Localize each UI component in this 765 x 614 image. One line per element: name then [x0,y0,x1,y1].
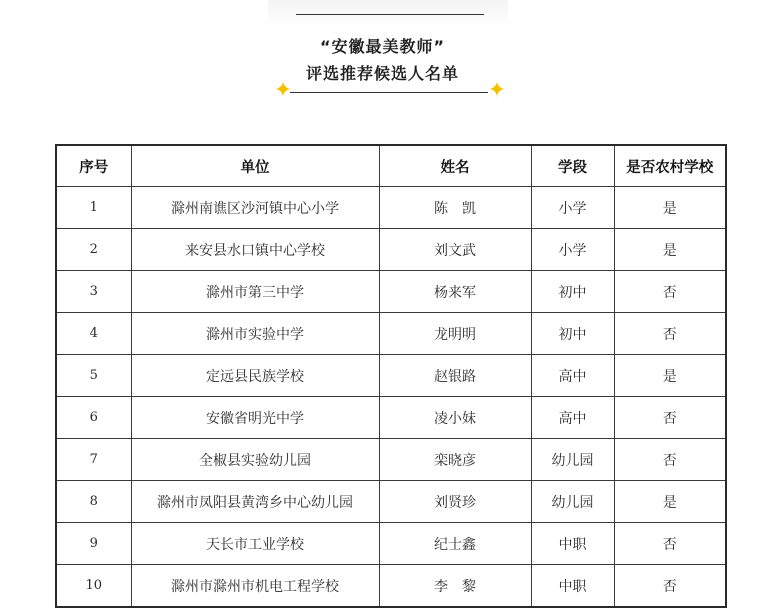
table-row [56,313,726,355]
cell-unit: 滁州市第三中学 [131,271,379,313]
cell-index: 10 [56,565,131,608]
table-header-row [56,145,726,187]
column-header-name: 姓名 [379,145,531,187]
cell-name: 刘文武 [379,229,531,271]
cell-rural: 否 [614,271,726,313]
cell-rural: 否 [614,565,726,608]
title-underline [290,92,488,93]
cell-unit: 天长市工业学校 [131,523,379,565]
cell-rural: 是 [614,355,726,397]
cell-rural: 否 [614,397,726,439]
cell-stage: 中职 [531,565,614,608]
cell-stage: 幼儿园 [531,481,614,523]
cell-name: 龙明明 [379,313,531,355]
cell-name: 栾晓彦 [379,439,531,481]
cell-name: 李 黎 [379,565,531,608]
cell-rural: 否 [614,523,726,565]
cell-index: 8 [56,481,131,523]
cell-name: 赵银路 [379,355,531,397]
cell-index: 5 [56,355,131,397]
table-row [56,271,726,313]
cell-stage: 高中 [531,355,614,397]
cell-stage: 幼儿园 [531,439,614,481]
page-subtitle: 评选推荐候选人名单 [305,64,459,83]
cell-index: 2 [56,229,131,271]
column-header-stage: 学段 [531,145,614,187]
cell-unit: 来安县水口镇中心学校 [131,229,379,271]
column-header-rural: 是否农村学校 [614,145,726,187]
cell-stage: 初中 [531,313,614,355]
sparkle-icon: ✦ [273,78,293,103]
cell-stage: 小学 [531,229,614,271]
table-row [56,565,726,608]
table-row [56,397,726,439]
cell-unit: 滁州南谯区沙河镇中心小学 [131,187,379,229]
table-row [56,523,726,565]
cell-rural: 否 [614,313,726,355]
table-row [56,355,726,397]
column-header-unit: 单位 [131,145,379,187]
cell-unit: 滁州市滁州市机电工程学校 [131,565,379,608]
table-row [56,439,726,481]
cell-unit: 全椒县实验幼儿园 [131,439,379,481]
cell-rural: 是 [614,187,726,229]
cell-stage: 小学 [531,187,614,229]
sparkle-icon: ✦ [487,78,507,103]
header-band [268,0,508,26]
cell-stage: 高中 [531,397,614,439]
cell-index: 9 [56,523,131,565]
table-row [56,187,726,229]
cell-index: 6 [56,397,131,439]
cell-index: 4 [56,313,131,355]
top-divider [296,14,484,15]
cell-unit: 滁州市凤阳县黄湾乡中心幼儿园 [131,481,379,523]
cell-index: 1 [56,187,131,229]
cell-rural: 是 [614,481,726,523]
cell-name: 杨来军 [379,271,531,313]
cell-name: 刘贤珍 [379,481,531,523]
table-row [56,481,726,523]
cell-unit: 安徽省明光中学 [131,397,379,439]
cell-name: 陈 凯 [379,187,531,229]
table-row [56,229,726,271]
cell-index: 3 [56,271,131,313]
cell-unit: 滁州市实验中学 [131,313,379,355]
cell-rural: 是 [614,229,726,271]
cell-name: 凌小妹 [379,397,531,439]
column-header-index: 序号 [56,145,131,187]
candidate-table [55,144,727,608]
cell-unit: 定远县民族学校 [131,355,379,397]
cell-rural: 否 [614,439,726,481]
page-title: “安徽最美教师” [319,37,446,56]
cell-stage: 初中 [531,271,614,313]
cell-name: 纪士鑫 [379,523,531,565]
cell-stage: 中职 [531,523,614,565]
cell-index: 7 [56,439,131,481]
